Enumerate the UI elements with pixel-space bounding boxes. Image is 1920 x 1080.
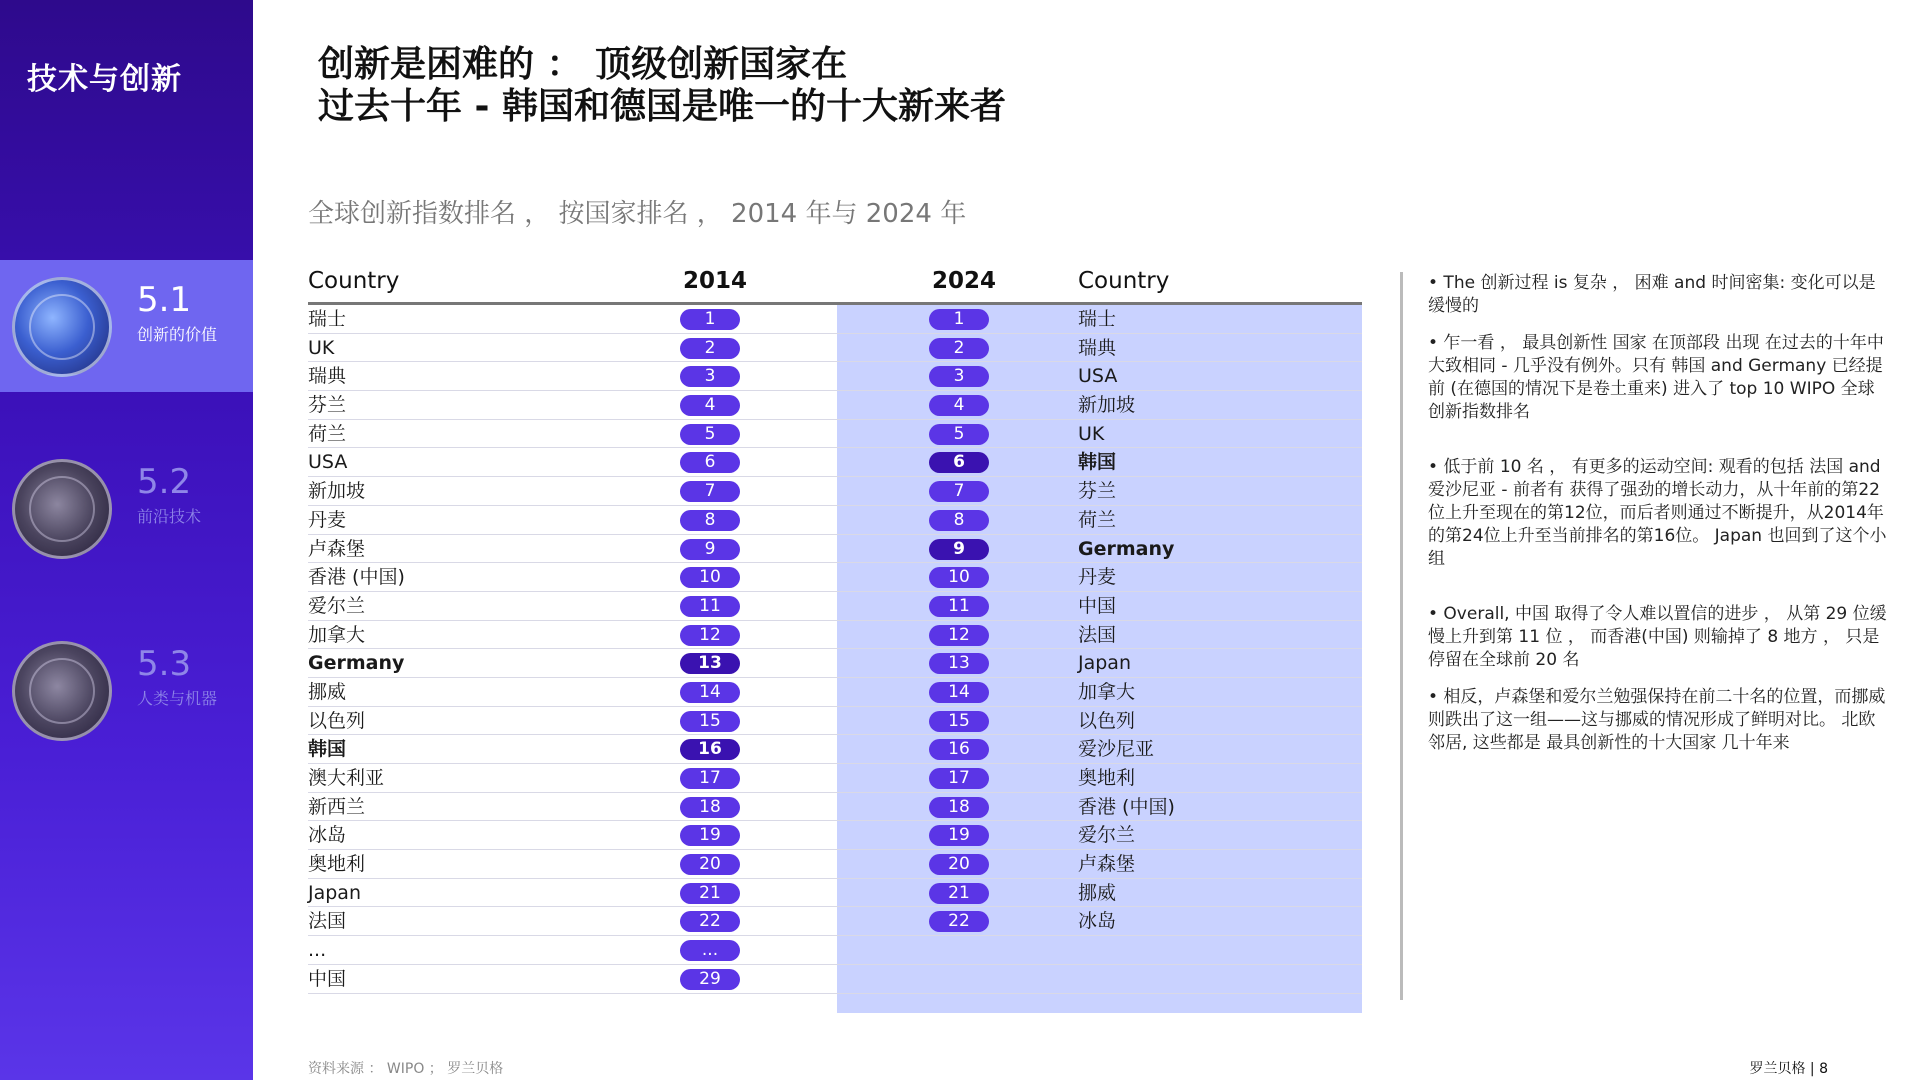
table-row	[308, 362, 1362, 391]
rank-2024-badge: 2	[929, 338, 989, 359]
country-2024: 荷兰	[1078, 508, 1117, 531]
rank-2024-badge: 20	[929, 854, 989, 875]
title-line-1: 创新是困难的 ： 顶级创新国家在	[318, 44, 848, 85]
rank-2014-badge: 6	[680, 452, 740, 473]
rank-2024-badge: 11	[929, 596, 989, 617]
notes-panel	[1428, 272, 1888, 769]
table-row	[308, 448, 1362, 477]
country-2024: 爱沙尼亚	[1078, 738, 1155, 761]
country-2024: UK	[1078, 422, 1105, 445]
country-2014: 瑞士	[308, 308, 347, 330]
country-2024: 瑞典	[1078, 336, 1117, 359]
header-2014: 2014	[683, 268, 748, 294]
section-label: 创新的价值	[137, 325, 218, 344]
country-2024: 香港 (中国)	[1078, 795, 1175, 818]
note-1: • The 创新过程 is 复杂 ， 困难 and 时间密集: 变化可以是缓慢的	[1428, 273, 1876, 316]
rank-2024-badge: 19	[929, 825, 989, 846]
rank-2024-badge: 14	[929, 682, 989, 703]
table-rows	[308, 305, 1362, 994]
country-2014: 澳大利亚	[308, 767, 385, 789]
rank-2014-badge: 17	[680, 768, 740, 789]
frontier-tech-icon	[12, 459, 112, 559]
rank-2014-badge: 15	[680, 711, 740, 732]
country-2024: Germany	[1078, 537, 1175, 560]
country-2024: Japan	[1078, 652, 1131, 675]
rank-2014-badge: 8	[680, 510, 740, 531]
page-number: 罗兰贝格 | 8	[1749, 1061, 1828, 1077]
section-label: 人类与机器	[137, 689, 218, 708]
table-row	[308, 764, 1362, 793]
rank-2024-badge: 9	[929, 539, 989, 560]
rank-2024-badge: 17	[929, 768, 989, 789]
note-2: • 乍一看 ， 最具创新性 国家 在顶部段 出现 在过去的十年中大致相同 - 几乎没有例外。只有 韩国 and Germany 已经提前 (在德国的情况下是卷土重来) 进入了 top 10 WIPO 全球创新指数排名	[1428, 333, 1884, 422]
header-country-right: Country	[1078, 268, 1170, 294]
notes-divider	[1400, 272, 1403, 1000]
sidebar-title: 技术与创新	[27, 62, 182, 97]
rank-2024-badge: 15	[929, 711, 989, 732]
country-2024: USA	[1078, 365, 1118, 388]
country-2014: 丹麦	[308, 508, 347, 531]
rank-2014-badge: 5	[680, 424, 740, 445]
note-4: • Overall, 中国 取得了令人难以置信的进步 ， 从第 29 位缓慢上升到第 11 位 ， 而香港(中国) 则输掉了 8 地方 ， 只是停留在全球前 20 名	[1428, 604, 1887, 670]
rank-2024-badge: 21	[929, 883, 989, 904]
rank-2024-badge: 4	[929, 395, 989, 416]
rank-2014-badge: 7	[680, 481, 740, 502]
country-2024: 挪威	[1078, 881, 1117, 904]
table-row	[308, 420, 1362, 449]
rank-2024-badge: 13	[929, 653, 989, 674]
rank-2014-badge: 19	[680, 825, 740, 846]
country-2014: 新加坡	[308, 480, 366, 503]
country-2014: 新西兰	[308, 795, 366, 818]
chart-subtitle: 全球创新指数排名 ， 按国家排名 ， 2014 年与 2024 年	[308, 199, 967, 229]
table-row	[308, 879, 1362, 908]
table-row	[308, 305, 1362, 334]
table-row	[308, 334, 1362, 363]
rank-2014-badge: 9	[680, 539, 740, 560]
country-2014: Germany	[308, 652, 405, 675]
rank-2024-badge: 10	[929, 567, 989, 588]
rank-2014-badge: 29	[680, 969, 740, 990]
source-note: 资料来源 ： WIPO ； 罗兰贝格	[308, 1061, 504, 1077]
note-5: • 相反，卢森堡和爱尔兰勉强保持在前二十名的位置，而挪威则跌出了这一组——这与挪威的情况形成了鲜明对比。 北欧邻居, 这些都是 最具创新性的十大国家 几十年来	[1428, 687, 1886, 753]
rank-2014-badge: 12	[680, 625, 740, 646]
rank-2024-badge: 6	[929, 452, 989, 473]
rank-2024-badge: 22	[929, 911, 989, 932]
section-number: 5.1	[137, 280, 192, 320]
rank-2014-badge: 16	[680, 739, 740, 760]
country-2024: 卢森堡	[1078, 853, 1136, 876]
table-row	[308, 535, 1362, 564]
table-row	[308, 735, 1362, 764]
section-5-2[interactable]	[0, 442, 253, 574]
rank-2024-badge: 5	[929, 424, 989, 445]
country-2014: 荷兰	[308, 422, 347, 445]
section-number: 5.2	[137, 462, 192, 502]
page-title	[318, 44, 1006, 128]
country-2024: 冰岛	[1078, 910, 1117, 933]
country-2014: 加拿大	[308, 623, 366, 646]
section-5-3[interactable]	[0, 624, 253, 756]
country-2014: 香港 (中国)	[308, 566, 405, 589]
country-2024: 奥地利	[1078, 767, 1136, 789]
table-row	[308, 563, 1362, 592]
table-row	[308, 678, 1362, 707]
rank-2014-badge: 18	[680, 797, 740, 818]
country-2014: 奥地利	[308, 853, 366, 876]
rank-2024-badge: 7	[929, 481, 989, 502]
innovation-value-icon	[12, 277, 112, 377]
rank-2024-badge: 8	[929, 510, 989, 531]
country-2014: UK	[308, 336, 335, 359]
country-2014: 中国	[308, 967, 347, 990]
rank-2014-badge: 3	[680, 366, 740, 387]
country-2014: 芬兰	[308, 394, 347, 417]
rank-2014-badge: 14	[680, 682, 740, 703]
table-row	[308, 506, 1362, 535]
rank-2014-badge: 22	[680, 911, 740, 932]
rank-2014-badge: 1	[680, 309, 740, 330]
country-2014: 韩国	[308, 738, 347, 761]
rank-2014-badge: 21	[680, 883, 740, 904]
country-2024: 加拿大	[1078, 680, 1136, 703]
country-2014: 挪威	[308, 680, 347, 703]
country-2024: 爱尔兰	[1078, 824, 1136, 847]
rank-2014-badge: 20	[680, 854, 740, 875]
table-row	[308, 936, 1362, 965]
rank-2024-badge: 12	[929, 625, 989, 646]
country-2024: 芬兰	[1078, 480, 1117, 503]
rank-2014-badge: ...	[680, 940, 740, 961]
country-2014: 爱尔兰	[308, 594, 366, 617]
rank-2024-badge: 18	[929, 797, 989, 818]
title-line-2: 过去十年 - 韩国和德国是唯一的十大新来者	[318, 86, 1007, 127]
table-row	[308, 850, 1362, 879]
table-row	[308, 821, 1362, 850]
country-2014: 卢森堡	[308, 537, 366, 560]
note-3: • 低于前 10 名 ， 有更多的运动空间: 观看的包括 法国 and 爱沙尼亚 - 前者有 获得了强劲的增长动力，从十年前的第22位上升至现在的第12位，而后者则通过不断提升，从2014年的第24位上升至当前排名的第16位。 Japan 也回到了这个小组	[1428, 457, 1887, 569]
table-row	[308, 793, 1362, 822]
rank-2014-badge: 4	[680, 395, 740, 416]
sidebar	[0, 0, 253, 1080]
country-2014: 以色列	[308, 709, 366, 732]
table-row	[308, 649, 1362, 678]
table-row	[308, 621, 1362, 650]
section-number: 5.3	[137, 644, 192, 684]
country-2024: 瑞士	[1078, 308, 1117, 330]
country-2014: 冰岛	[308, 824, 347, 847]
country-2014: Japan	[308, 881, 361, 904]
country-2024: 中国	[1078, 594, 1117, 617]
table-row	[308, 707, 1362, 736]
section-label: 前沿技术	[137, 507, 202, 526]
country-2024: 丹麦	[1078, 566, 1117, 589]
rank-2014-badge: 11	[680, 596, 740, 617]
header-country-left: Country	[308, 268, 400, 294]
country-2014: USA	[308, 451, 348, 474]
country-2024: 新加坡	[1078, 394, 1136, 417]
header-2024: 2024	[932, 268, 997, 294]
rank-2014-badge: 2	[680, 338, 740, 359]
table-row	[308, 391, 1362, 420]
country-2014: 法国	[308, 910, 347, 933]
rank-2014-badge: 10	[680, 567, 740, 588]
rank-2014-badge: 13	[680, 653, 740, 674]
table-row	[308, 907, 1362, 936]
country-2024: 以色列	[1078, 709, 1136, 732]
human-machine-icon	[12, 641, 112, 741]
table-row	[308, 592, 1362, 621]
rank-2024-badge: 1	[929, 309, 989, 330]
country-2014: 瑞典	[308, 365, 347, 388]
country-2024: 法国	[1078, 623, 1117, 646]
country-2014: ...	[308, 939, 327, 962]
rank-2024-badge: 16	[929, 739, 989, 760]
rank-2024-badge: 3	[929, 366, 989, 387]
table-row	[308, 477, 1362, 506]
section-5-1[interactable]	[0, 260, 253, 392]
table-row	[308, 965, 1362, 994]
country-2024: 韩国	[1078, 451, 1117, 474]
